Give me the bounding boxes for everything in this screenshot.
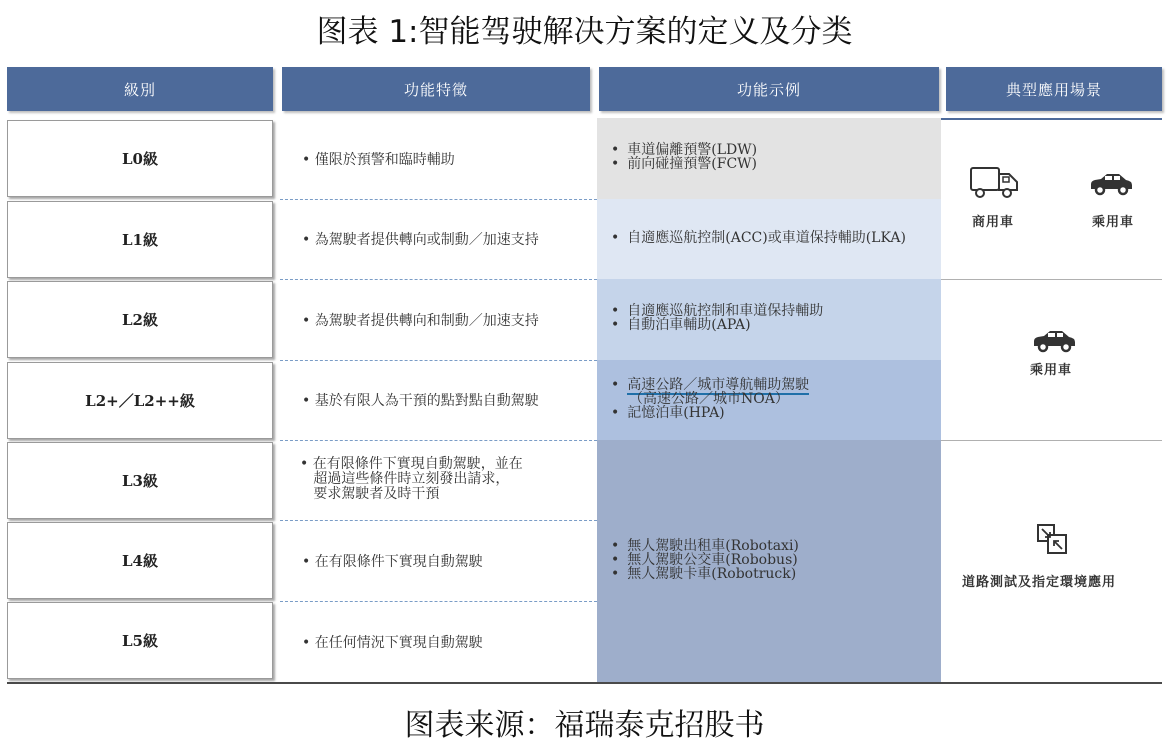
figure-title: 图表 1:智能驾驶解决方案的定义及分类 — [316, 14, 853, 50]
example-item: • 記憶泊車(HPA) — [611, 406, 941, 420]
level-l3: L3級 — [7, 442, 273, 519]
feature-l0: • 僅限於預警和臨時輔助 — [302, 151, 455, 168]
examples-l3-5 — [597, 539, 941, 581]
scenario-road-test: 道路測試及指定環境應用 — [962, 575, 1117, 590]
figure-source: 图表来源：福瑞泰克招股书 — [404, 708, 765, 743]
level-l2: L2級 — [7, 281, 273, 358]
example-item: • 自適應巡航控制(ACC)或車道保持輔助(LKA) — [611, 231, 941, 245]
feature-l1: • 為駕駛者提供轉向或制動／加速支持 — [302, 232, 539, 248]
truck-icon — [969, 166, 1021, 200]
examples-l2 — [597, 304, 941, 332]
example-item: • 無人駕駛卡車(Robotruck) — [611, 567, 941, 581]
example-item: • 自適應巡航控制和車道保持輔助 — [611, 304, 941, 318]
example-item: • 前向碰撞預警(FCW) — [611, 157, 941, 171]
example-item: • 車道偏離預警(LDW) — [611, 143, 941, 157]
header-level: 級別 — [7, 67, 273, 111]
level-l2plus: L2+／L2++級 — [7, 362, 273, 439]
feature-l4: • 在有限條件下實現自動駕駛 — [302, 553, 483, 570]
scenario-divider — [941, 279, 1162, 280]
level-l1: L1級 — [7, 201, 273, 278]
example-item: • 無人駕駛公交車(Robobus) — [611, 553, 941, 567]
scenario-commercial: 商用車 — [972, 215, 1015, 230]
feature-l5: • 在任何情況下實現自動駕駛 — [302, 634, 483, 651]
car-icon — [1087, 171, 1135, 197]
examples-l1 — [597, 231, 941, 245]
examples-l0 — [597, 143, 941, 171]
examples-l2plus — [597, 378, 941, 420]
example-item: • 無人駕駛出租車(Robotaxi) — [611, 539, 941, 553]
example-subitem-text: （高速公路／城市NOA） — [629, 391, 789, 407]
scenario-divider — [941, 118, 1162, 120]
level-l0: L0級 — [7, 120, 273, 197]
feature-l3-line-2: 超過這些條件時立刻發出請求， — [300, 471, 510, 487]
header-features: 功能特徵 — [282, 67, 590, 111]
example-item: • 自動泊車輔助(APA) — [611, 318, 941, 332]
example-item-text: 高速公路／城市導航輔助駕駛 — [627, 377, 810, 393]
feature-l2: • 為駕駛者提供轉向和制動／加速支持 — [302, 312, 539, 329]
scenario-divider — [941, 440, 1162, 441]
feature-l3-line-1: • 在有限條件下實現自動駕駛，並在 — [300, 456, 523, 472]
level-l4: L4級 — [7, 522, 273, 599]
car-icon — [1030, 328, 1078, 354]
example-item — [611, 378, 941, 392]
feature-l2plus: • 基於有限人為干預的點對點自動駕駛 — [302, 393, 539, 409]
header-examples: 功能示例 — [599, 67, 939, 111]
table-bottom-rule — [7, 682, 1162, 684]
feature-l3-line-3: 要求駕駛者及時干預 — [300, 486, 440, 502]
example-subitem — [611, 392, 941, 406]
scenario-passenger-2: 乘用車 — [1030, 363, 1073, 378]
level-l5: L5級 — [7, 602, 273, 679]
header-scenarios: 典型應用場景 — [946, 67, 1162, 111]
expand-icon — [1036, 523, 1070, 557]
feature-l3 — [280, 440, 597, 520]
scenario-passenger: 乘用車 — [1092, 215, 1135, 230]
